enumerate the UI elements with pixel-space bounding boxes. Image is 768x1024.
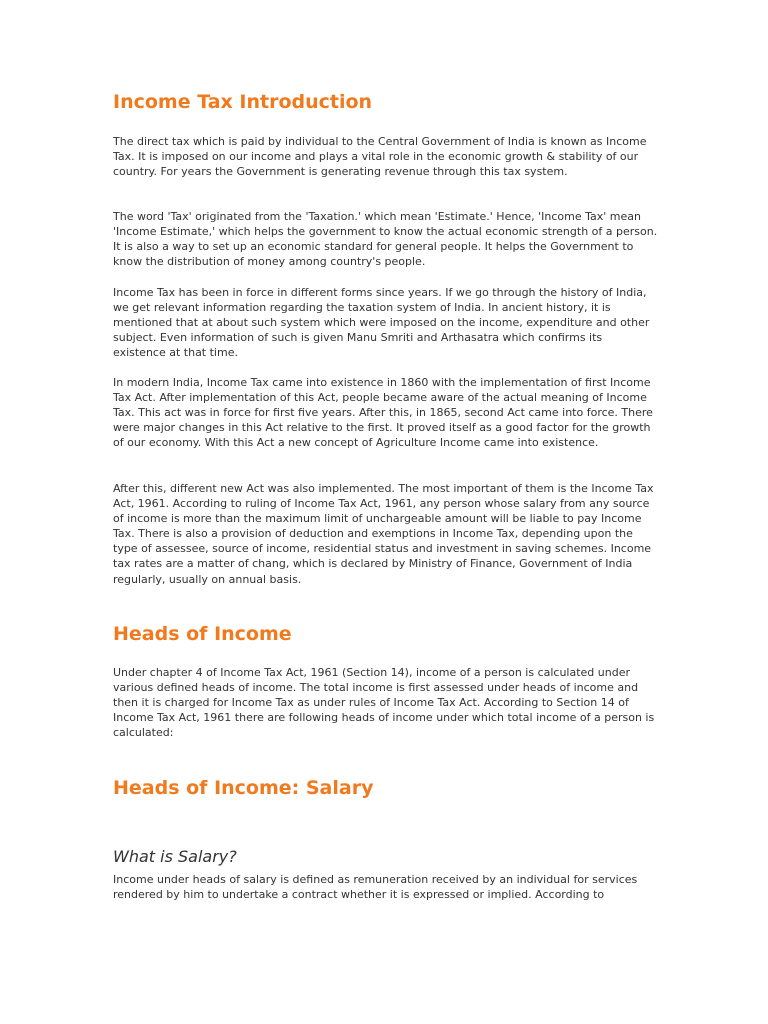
paragraph-tax-history: Income Tax has been in force in different forms since years. If we go through the history of India, we get relevant information regarding the taxation system of India. In ancient history, it is mentioned that at about such system which were imposed on the income, expenditure and other subject. Even information of such is given Manu Smriti and Arthasatra which confirms its existence at that time. — [113, 286, 650, 360]
subheading-what-is-salary: What is Salary? — [113, 847, 237, 866]
section-heading-income-tax-introduction: Income Tax Introduction — [113, 91, 373, 113]
section-heading-heads-of-income-salary: Heads of Income: Salary — [113, 777, 374, 799]
paragraph-salary-definition: Income under heads of salary is defined as remuneration received by an individual for services rendered by him to undertake a contract whether it is expressed or implied. According to — [113, 873, 638, 902]
paragraph-word-tax-origin: The word 'Tax' originated from the 'Taxation.' which mean 'Estimate.' Hence, 'Income Tax' mean 'Income Estimate,' which helps the government to know the actual economic strength of a person. It is also a way to set up an economic standard for general people. It helps the Government to know the distribution of money among country's people. — [113, 210, 658, 269]
paragraph-income-tax-act-1961: After this, different new Act was also implemented. The most important of them is the Income Tax Act, 1961. According to ruling of Income Tax Act, 1961, any person whose salary from any source of income is more than the maximum limit of unchargeable amount will be liable to pay Income Tax. There is also a provision of deduction and exemptions in Income Tax, depending upon the type of assessee, source of income, residential status and investment in saving schemes. Income tax rates are a matter of chang, which is declared by Ministry of Finance, Government of India regularly, usually on annual basis. — [113, 482, 654, 586]
paragraph-modern-india: In modern India, Income Tax came into existence in 1860 with the implementation of first Income Tax Act. After implementation of this Act, people became aware of the actual meaning of Income Tax. This act was in force for first five years. After this, in 1865, second Act came into force. There were major changes in this Act relative to the first. It proved itself as a good factor for the growth of our economy. With this Act a new concept of Agriculture Income came into existence. — [113, 376, 653, 450]
paragraph-heads-of-income: Under chapter 4 of Income Tax Act, 1961 (Section 14), income of a person is calculated under various defined heads of income. The total income is first assessed under heads of income and then it is charged for Income Tax as under rules of Income Tax Act. According to Section 14 of Income Tax Act, 1961 there are following heads of income under which total income of a person is calculated: — [113, 666, 655, 740]
paragraph-direct-tax: The direct tax which is paid by individual to the Central Government of India is known as Income Tax. It is imposed on our income and plays a vital role in the economic growth & stability of our country. For years the Government is generating revenue through this tax system. — [113, 135, 647, 179]
section-heading-heads-of-income: Heads of Income — [113, 623, 292, 645]
